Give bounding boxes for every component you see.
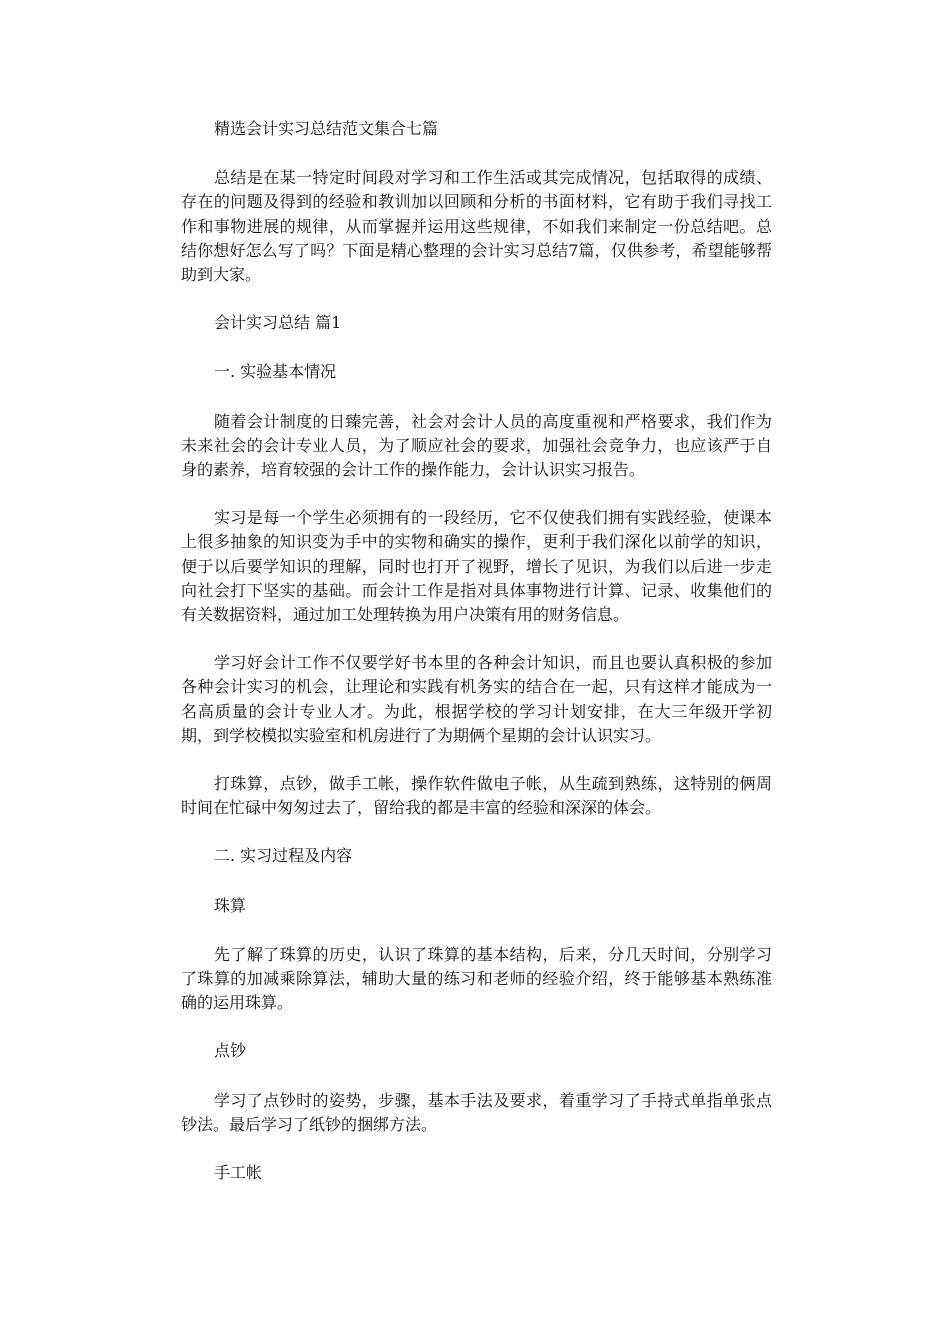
paragraph-4: 打珠算，点钞，做手工帐，操作软件做电子帐，从生疏到熟练，这特别的俩周时间在忙碌中匆匆过去了，留给我的都是丰富的经验和深深的体会。: [181, 774, 772, 818]
paragraph-3: 学习好会计工作不仅要学好书本里的各种会计知识，而且也要认真积极的参加各种会计实习的机会，让理论和实践有机务实的结合在一起，只有这样才能成为一名高质量的会计专业人才。为此，根据学校的学习计划安排，在大三年级开学初期，到学校模拟实验室和机房进行了为期俩个星期的会计认识实习。: [181, 653, 772, 745]
subheading-cash-counting: 点钞: [214, 1041, 247, 1061]
heading-basic-situation: 一. 实验基本情况: [214, 362, 337, 382]
document-title: 精选会计实习总结范文集合七篇: [214, 119, 439, 138]
subheading-manual-ledger: 手工帐: [214, 1163, 263, 1183]
paragraph-2: 实习是每一个学生必须拥有的一段经历，它不仅使我们拥有实践经验，使课本上很多抽象的知识变为手中的实物和确实的操作，更利于我们深化以前学的知识，便于以后要学知识的理解，同时也打开了视野，增长了见识，为我们以后进一步走向社会打下坚实的基础。而会计工作是指对具体事物进行计算、记录、收集他们的有关数据资料，通过加工处理转换为用户决策有用的财务信息。: [181, 508, 772, 625]
document-body: [181, 117, 772, 1210]
paragraph-1: 随着会计制度的日臻完善，社会对会计人员的高度重视和严格要求，我们作为未来社会的会计专业人员，为了顺应社会的要求，加强社会竞争力，也应该严于自身的素养，培育较强的会计工作的操作能力，会计认识实习报告。: [181, 411, 772, 480]
paragraph-cash-counting: 学习了点钞时的姿势，步骤，基本手法及要求，着重学习了手持式单指单张点钞法。最后学习了纸钞的捆绑方法。: [181, 1090, 772, 1134]
section-title: 会计实习总结 篇1: [214, 313, 342, 333]
paragraph-abacus: 先了解了珠算的历史，认识了珠算的基本结构，后来，分几天时间，分别学习了珠算的加减乘除算法，辅助大量的练习和老师的经验介绍，终于能够基本熟练准确的运用珠算。: [181, 944, 772, 1013]
intro-paragraph: 总结是在某一特定时间段对学习和工作生活或其完成情况，包括取得的成绩、存在的问题及得到的经验和教训加以回顾和分析的书面材料，它有助于我们寻找工作和事物进展的规律，从而掌握并运用这些规律，不如我们来制定一份总结吧。总结你想好怎么写了吗？下面是精心整理的会计实习总结7篇，仅供参考，希望能够帮助到大家。: [181, 168, 772, 285]
subheading-abacus: 珠算: [214, 895, 247, 915]
heading-process: 二. 实习过程及内容: [214, 846, 353, 866]
